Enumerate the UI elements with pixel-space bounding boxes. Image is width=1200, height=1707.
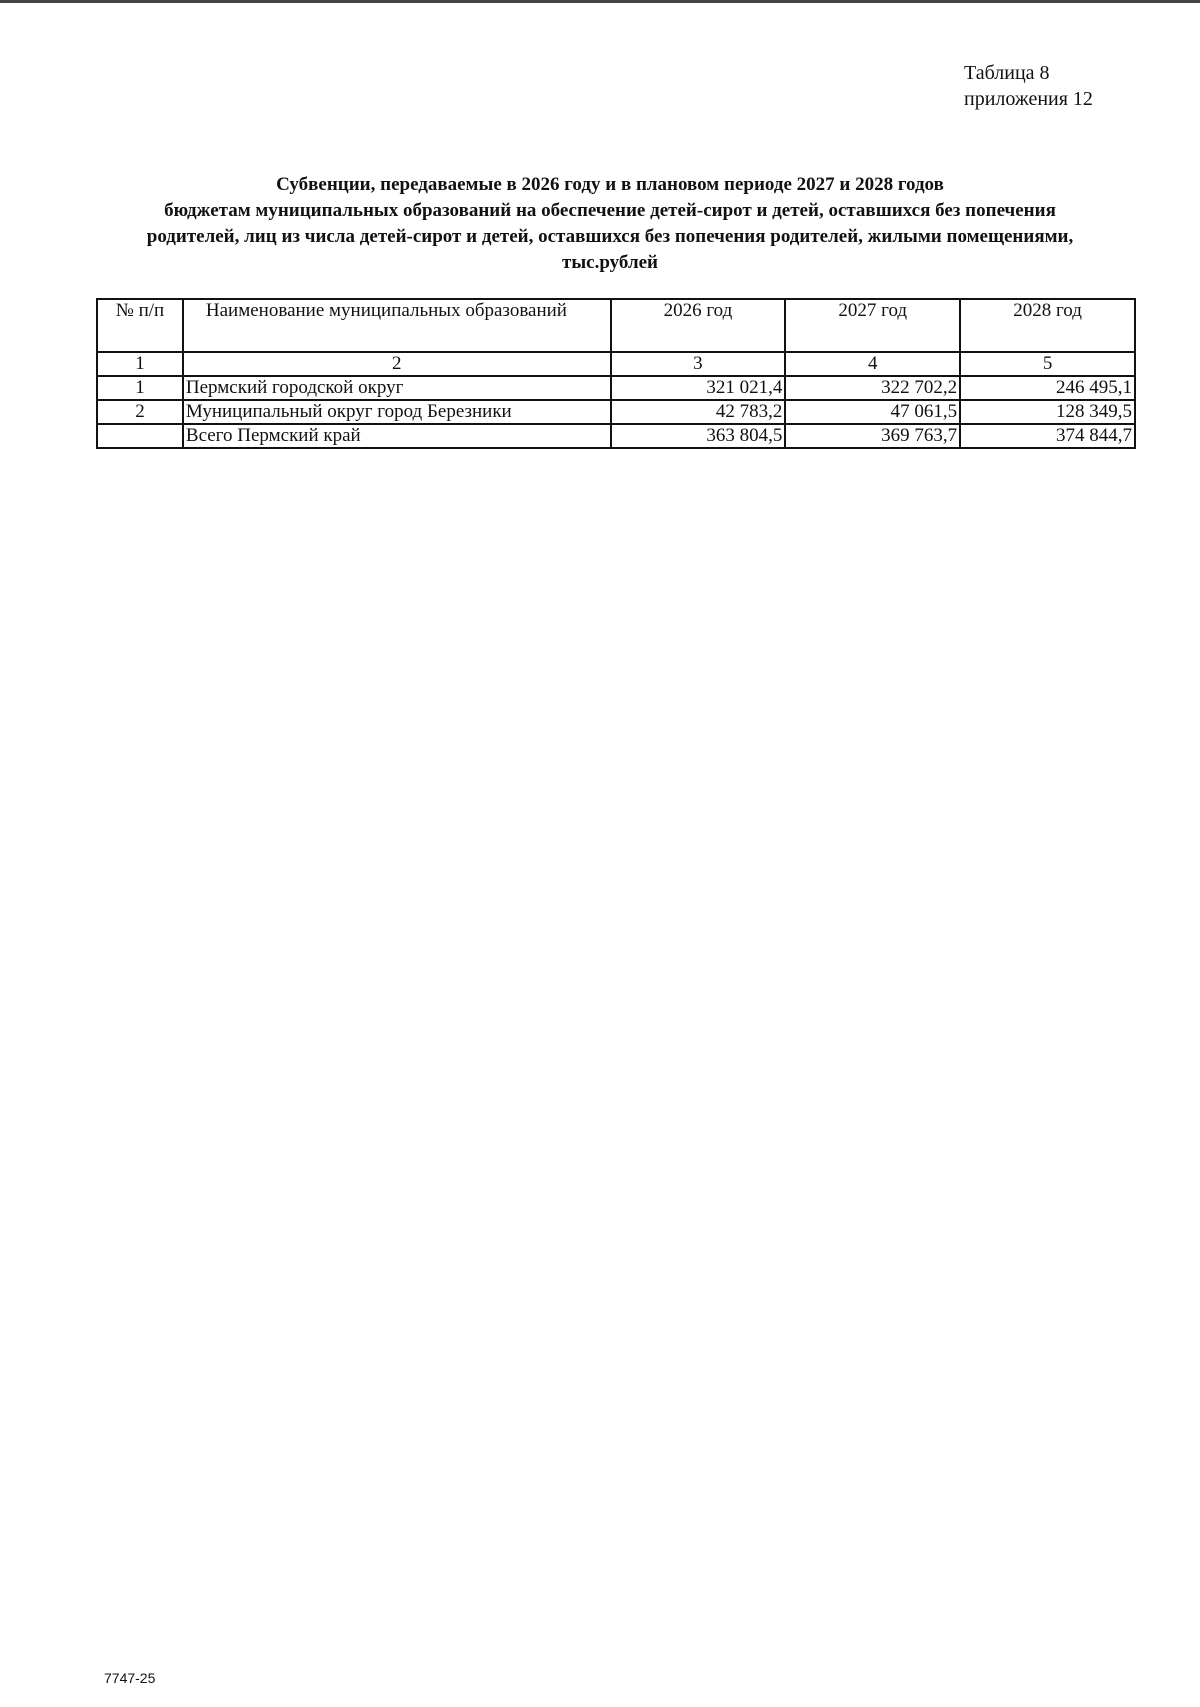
header-2028: 2028 год [960,299,1135,352]
table-reference [964,60,1093,112]
value-2028: 128 349,5 [960,400,1135,424]
value-2028: 246 495,1 [960,376,1135,400]
title-line-1: Субвенции, передаваемые в 2026 году и в плановом периоде 2027 и 2028 годов [276,174,944,195]
title-line-3: родителей, лиц из числа детей-сирот и детей, оставшихся без попечения родителей, жилыми помещениями, [146,226,1074,247]
table-number: Таблица 8 [964,62,1050,84]
title-line-2: бюджетам муниципальных образований на обеспечение детей-сирот и детей, оставшихся без попечения [164,200,1056,221]
column-index: 1 [97,352,183,376]
total-label: Всего Пермский край [183,424,611,448]
table-row [97,400,1135,424]
table-total-row [97,424,1135,448]
column-index-row [97,352,1135,376]
column-index: 2 [183,352,611,376]
header-2026: 2026 год [611,299,786,352]
value-2026: 321 021,4 [611,376,786,400]
total-2028: 374 844,7 [960,424,1135,448]
value-2027: 47 061,5 [785,400,960,424]
column-index: 4 [785,352,960,376]
header-name: Наименование муниципальных образований [183,299,611,352]
header-num: № п/п [97,299,183,352]
table-row [97,376,1135,400]
total-2027: 369 763,7 [785,424,960,448]
column-index: 3 [611,352,786,376]
row-number [97,424,183,448]
municipality-name: Пермский городской округ [183,376,611,400]
column-index: 5 [960,352,1135,376]
table-header-row [97,299,1135,352]
document-title [110,172,1110,276]
total-2026: 363 804,5 [611,424,786,448]
subventions-table [96,298,1136,449]
page-top-rule [0,0,1200,3]
row-number: 2 [97,400,183,424]
appendix-number: приложения 12 [964,88,1093,110]
document-code: 7747-25 [104,1670,156,1686]
header-2027: 2027 год [785,299,960,352]
value-2027: 322 702,2 [785,376,960,400]
value-2026: 42 783,2 [611,400,786,424]
row-number: 1 [97,376,183,400]
title-units: тыс.рублей [562,252,658,273]
municipality-name: Муниципальный округ город Березники [183,400,611,424]
